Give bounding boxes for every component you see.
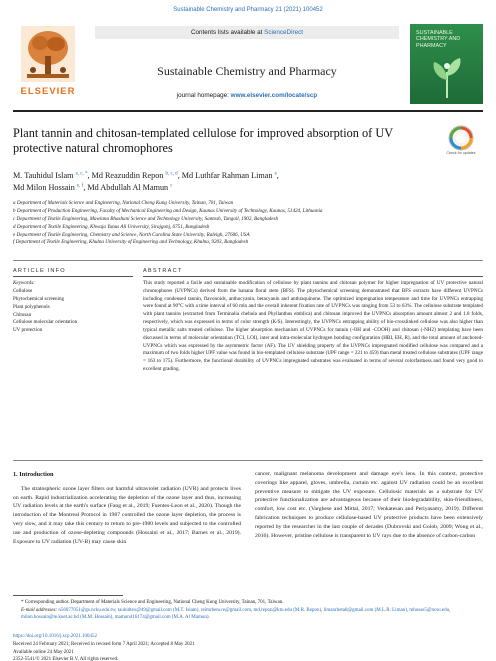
author-row-1: M. Tauhidul Islam $^{a, c, *}$, Md Reazuddin Repon $^{b, c, d}$, Md Luthfar Rahman Liman $^e$, [13,171,279,180]
sciencedirect-link[interactable]: ScienceDirect [264,29,303,36]
affiliation-item: c Department of Textile Engineering, Mawlana Bhashani Science and Technology University, Santosh, Tangail, 1902, Bangladesh [13,215,278,222]
check-for-updates-icon[interactable] [447,124,475,152]
author-affiliation-sup[interactable]: e [274,171,277,177]
affiliation-item: d Department of Textile Engineering, Khwaja Yunus Ali University, Sirajgonj, 6751, Bangladesh [13,223,210,230]
affiliation-item: a Department of Materials Science and Engineering, National Cheng Kung University, Tainan, 701, Taiwan [13,200,234,206]
abstract-text: This study reported a facile and sustainable modification of cellulose by plant tannins and chitosan polymer for higher impregnation of UV protective natural chromophores (UVPNCs) derived from the banana floral stem (BFS). The phytochemical screening demonstrated that BFS extracts have different UVPNCs including condensed tannin, flavonoids, anthocyanin, betacyanin and anthraquinone. The optimized impregnation temperature and time for UVPNCs entrapping were found at 90°C with a time interval of 60 min and the overall inherent fixation rate of UVPNCs was ranging from 53 to 63%. The cellulose substrate templated with plant tannins (extracted from Terminalia chebula and Phyllanthus emblica) and chitosan improved the UVPNCs absorption amount almost 2 and 1.8 folds, respectively, which was expressed in terms of color strength (K/S). Interestingly, the UVPNCs entrapping ability of bio-crosslinked cellulose was also higher than typical metallic salts treated cellulose. The higher absorption mechanism of UVPNCs for tannin (-OH and -COOH) and chitosan (-NH2) templating have been discussed in terms of molecular orientation (TCI, LOI), inter and intra-molecular hydrogen bonding configuration (HBI, EH, R), and the total amount of anchored-UVPNCs which was expressed by the asymmetric factor (AF). The UV shielding property of the UVPNCs impregnated modified cellulose was compared and a maximum of two folds higher UPF value was found in bio-templated cellulose substrate (UPF range = 221 to 459) than metal treated cellulose substrates (UPF range = 163 to 175). Furthermore, the functional durability of UVPNCs impregnated substrates was evaluated in terms of several colorfastness and found very good to excellent grading. [143,280,483,373]
homepage-prefix: journal homepage: [176,92,231,99]
corresponding-author-note: * Corresponding author. Department of Materials Science and Engineering, National Cheng Kung University, Tainan, 701, Taiwan. [21,600,284,605]
affiliation-list [13,200,483,247]
keywords-label: Keywords: [13,280,35,286]
keyword-item: Phytochemical screening [13,295,65,302]
author-list [13,170,483,194]
check-for-updates-label[interactable]: Check for updates [446,151,476,155]
plant-icon [428,54,466,98]
introduction-paragraph: The stratospheric ozone layer filters out harmful ultraviolet radiation (UVR) and protects lives on earth. Rapid industrialization accelerating the depletion of the ozone layer and thus, increasing UV radiation levels at the earth's surface (Fang et al., 2019; Fuentes-Leon et al., 2020). Though the introduction of the Montreal Protocol in 1987 controlled the ozone layer depletion, the process is very slow, and it may take this century to return to pre-1980 levels and subjected to the controlled use and production of ozone-depleting compounds (Hossaini et al., 2017; Barnes et al., 2019). Exposure to UV radiation (UV-B) may cause skin [13,485,241,545]
keyword-item: Cellulose molecular orientation [13,319,78,326]
author-affiliation-sup[interactable]: b, c, d [165,171,178,177]
masthead-center [95,22,399,106]
header-divider [13,260,483,261]
masthead-divider [13,110,483,112]
email-label: E-mail addresses: [21,607,58,613]
author-name[interactable]: Md Luthfar Rahman Liman [181,171,273,180]
author-name[interactable]: M. Tauhidul Islam [13,171,74,180]
email-list[interactable]: n56077051@gs.ncku.edu.tw, tauhidtex@49@gmail.com (M.T. Islam), reimrbeta.re@gmail.com, md.repon@ktu.edu (M.R. Repon), limanrbeta8@gmail.com (M.L.R. Liman), mhosse5@ncsu.edu, milon.hossain@te.kuet.ac.bd (M.M. Hossain), mamun416174@gmail.com (M.A. Al Mamun). [21,607,451,620]
journal-title: Sustainable Chemistry and Pharmacy [157,64,337,78]
introduction-heading: 1. Introduction [13,471,54,478]
abstract-heading: ABSTRACT [143,268,183,274]
keyword-item: Plant polyphenols [13,303,50,310]
affiliation-item: e Department of Textile Engineering, Chemistry and Science, North Carolina State University, Raleigh, 27606, USA [13,231,250,238]
article-info-heading: ARTICLE INFO [13,268,66,274]
journal-homepage [95,92,399,99]
author-affiliation-sup[interactable]: c [170,183,173,189]
footnotes [13,599,483,622]
affiliation-item: b Department of Production Engineering, Faculty of Mechanical Engineering and Design, Kaunas University of Technology, Kaunas, 51424, Lithuania [13,207,323,214]
elsevier-logo[interactable] [13,24,83,102]
contents-band [95,26,399,39]
footnote-rule [13,595,123,596]
article-info-rule [13,276,133,277]
affiliation-item: f Department of Textile Engineering, Khulna University of Engineering and Technology, Khulna, 9203, Bangladesh [13,239,249,246]
body-column-right [255,470,483,541]
author-name[interactable]: Md Milon Hossain [13,182,75,192]
author-affiliation-sup[interactable]: a, c, * [75,171,88,177]
introduction-paragraph-continued: cancer, malignant melanoma development and damage eye's lens. In this context, protective coverings like apparel, gloves, umbrella, curtain etc. against UV radiation could be an excellent preventive measure to mitigate the UV exposure. Cellulosic materials as a substrate for UV protective functionalization are advantageous because of their biodegradability, skin-friendliness, comfort, low cost etc. (Varghese and Mittal, 2017; Venkatesan and Periyasamy, 2019). Different fabrication techniques to produce cellulose-based UV protective products have been extensively reported by the researcher in the last couple of decades (Dubrovski and Golob, 2009; Wong et al., 2016). However, pristine cellulose is transparent to UV rays due to the absence of carbon-carbon [255,471,483,539]
contents-prefix: Contents lists available at [190,29,265,36]
doi-link[interactable]: https://doi.org/10.1016/j.scp.2021.100452 [13,634,97,639]
author-row-2: Md Milon Hossain $^{e, f}$, Md Abdullah Al Mamun $^c$ [13,182,173,192]
journal-cover-image[interactable] [410,24,483,104]
elsevier-wordmark: ELSEVIER [20,86,76,97]
journal-masthead [13,22,483,106]
received-dates: Received 24 February 2021; Received in revised form 7 April 2021; Accepted 8 May 2021 [13,641,195,647]
elsevier-tree-icon [21,26,75,82]
keyword-item: UV protection [13,327,43,334]
journal-reference[interactable]: Sustainable Chemistry and Pharmacy 21 (2021) 100452 [173,7,323,13]
homepage-link[interactable]: www.elsevier.com/locate/scp [230,92,318,99]
author-name[interactable]: Md Reazuddin Repon [91,171,164,180]
abstract-divider [13,460,483,461]
article-title: Plant tannin and chitosan-templated cellulose for improved absorption of UV protective natural chromophores [13,126,393,156]
keywords-block [13,280,133,335]
cover-title: SUSTAINABLE CHEMISTRY AND PHARMACY [416,30,461,49]
email-addresses [13,607,483,622]
abstract-rule [143,276,483,277]
body-column-left [13,470,241,547]
author-affiliation-sup[interactable]: e, f [76,183,84,189]
keyword-item: Chitosan [13,311,32,318]
copyright-line: 2352-5541/© 2021 Elsevier B.V. All rights reserved. [13,657,119,661]
author-name[interactable]: Md Abdullah Al Mamun [87,182,169,192]
available-online: Available online 24 May 2021 [13,649,74,655]
keyword-item: Cellulose [13,287,33,294]
publication-info [13,633,313,661]
